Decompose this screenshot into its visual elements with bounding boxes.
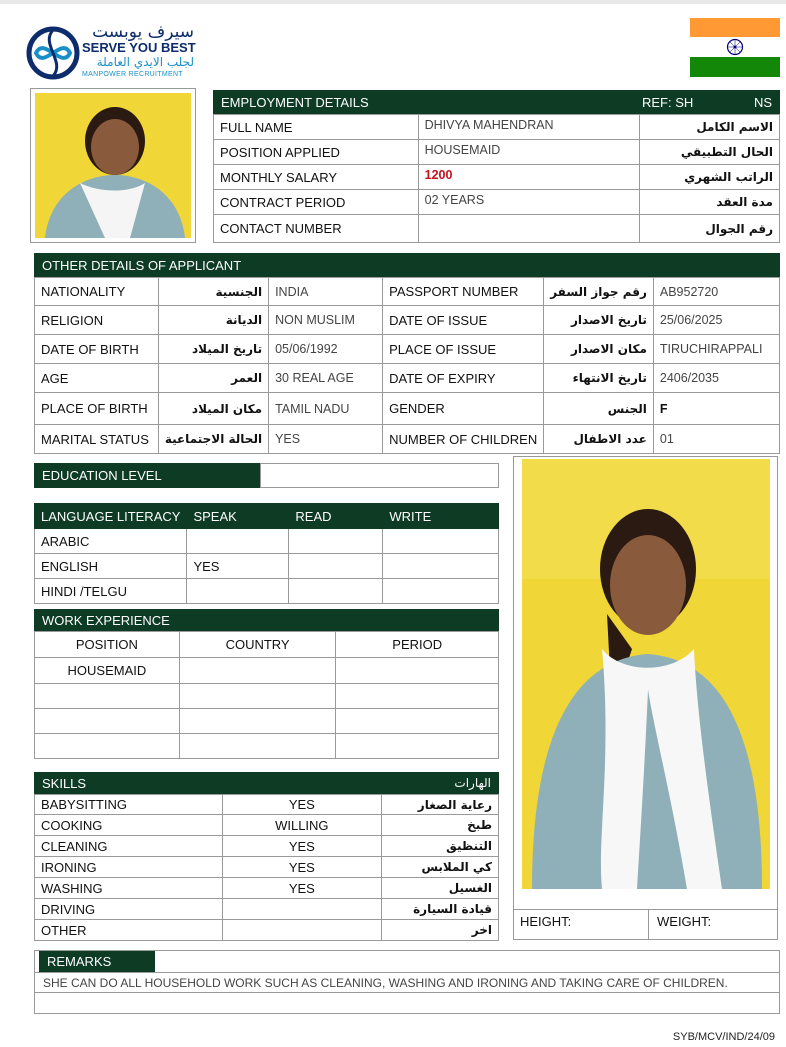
language-table <box>34 503 499 604</box>
work-country <box>179 709 336 734</box>
passport-number-value: AB952720 <box>653 278 779 306</box>
passport-number-label: PASSPORT NUMBER <box>383 278 544 306</box>
logo-tagline: MANPOWER RECRUITMENT <box>82 71 183 78</box>
age-value: 30 REAL AGE <box>269 364 383 393</box>
speak-col-header: SPEAK <box>187 504 289 529</box>
full-name-arabic: الاسم الكامل <box>640 115 780 140</box>
weight-cell <box>649 910 777 939</box>
employment-table <box>213 114 780 243</box>
skills-header <box>34 772 499 794</box>
other-details-title: OTHER DETAILS OF APPLICANT <box>42 257 242 273</box>
skill-name: CLEANING <box>35 836 223 857</box>
full-name-value: DHIVYA MAHENDRAN <box>418 115 640 140</box>
skill-row <box>35 815 499 836</box>
company-logo <box>26 22 196 84</box>
contact-number-value <box>418 215 640 243</box>
skill-level <box>222 899 382 920</box>
contract-period-arabic: مدة العقد <box>640 190 780 215</box>
nationality-arabic: الجنسية <box>158 278 268 306</box>
education-title: EDUCATION LEVEL <box>42 468 162 483</box>
position-applied-arabic: الحال التطبيقي <box>640 140 780 165</box>
logo-arabic-tagline: لجلب الايدي العاملة <box>96 55 194 69</box>
work-experience-header <box>34 609 499 631</box>
gender-label: GENDER <box>383 393 544 425</box>
skill-arabic: رعاية الصغار <box>382 795 499 815</box>
employment-header <box>213 90 780 114</box>
place-of-issue-arabic: مكان الاصدار <box>544 335 654 364</box>
date-of-birth-label: DATE OF BIRTH <box>35 335 159 364</box>
skill-row <box>35 795 499 815</box>
nationality-label: NATIONALITY <box>35 278 159 306</box>
skill-name: BABYSITTING <box>35 795 223 815</box>
skill-arabic: اخر <box>382 920 499 941</box>
language-write <box>383 529 499 554</box>
marital-status-arabic: الحالة الاجتماعية <box>158 425 268 454</box>
work-position: HOUSEMAID <box>35 658 180 684</box>
work-header-row <box>35 632 499 658</box>
other-details-row <box>35 335 780 364</box>
language-name: ARABIC <box>35 529 187 554</box>
work-position <box>35 684 180 709</box>
monthly-salary-value: 1200 <box>418 165 640 190</box>
applicant-photo-small-frame <box>30 88 196 243</box>
language-speak: YES <box>187 554 289 579</box>
remarks-text: SHE CAN DO ALL HOUSEHOLD WORK SUCH AS CLEANING, WASHING AND IRONING AND TAKING CARE OF CHILDREN. <box>35 972 779 993</box>
education-value <box>260 463 499 488</box>
full-name-label: FULL NAME <box>214 115 419 140</box>
logo-english-name: SERVE YOU BEST <box>82 40 196 55</box>
marital-status-label: MARITAL STATUS <box>35 425 159 454</box>
gender-arabic: الجنس <box>544 393 654 425</box>
skill-level: YES <box>222 795 382 815</box>
remarks-title: REMARKS <box>47 954 112 969</box>
work-country <box>179 658 336 684</box>
work-row <box>35 658 499 684</box>
other-details-row <box>35 425 780 454</box>
ref-label: REF: SH <box>642 94 694 110</box>
skills-title: SKILLS <box>42 775 87 791</box>
skill-row <box>35 857 499 878</box>
employment-row <box>214 215 780 243</box>
work-period <box>336 709 499 734</box>
number-of-children-arabic: عدد الاطفال <box>544 425 654 454</box>
skill-name: WASHING <box>35 878 223 899</box>
date-of-expiry-label: DATE OF EXPIRY <box>383 364 544 393</box>
contact-number-label: CONTACT NUMBER <box>214 215 419 243</box>
other-details-row <box>35 306 780 335</box>
work-position <box>35 734 180 759</box>
language-header-row <box>35 504 499 529</box>
india-flag <box>690 18 780 77</box>
language-col-header: LANGUAGE LITERACY <box>35 504 187 529</box>
language-name: ENGLISH <box>35 554 187 579</box>
ref-suffix: NS <box>753 94 772 110</box>
passport-number-arabic: رقم جواز السفر <box>544 278 654 306</box>
position-applied-value: HOUSEMAID <box>418 140 640 165</box>
number-of-children-label: NUMBER OF CHILDREN <box>383 425 544 454</box>
skill-name: COOKING <box>35 815 223 836</box>
nationality-value: INDIA <box>269 278 383 306</box>
date-of-birth-arabic: تاريخ الميلاد <box>158 335 268 364</box>
language-row <box>35 579 499 604</box>
country-col-header: COUNTRY <box>179 632 336 658</box>
infinity-logo-icon <box>26 24 80 82</box>
date-of-birth-value: 05/06/1992 <box>269 335 383 364</box>
language-read <box>289 554 383 579</box>
language-write <box>383 554 499 579</box>
remarks-header <box>39 951 155 972</box>
skill-row <box>35 920 499 941</box>
language-speak <box>187 579 289 604</box>
education-header <box>34 463 260 488</box>
footer-code: SYB/MCV/IND/24/09 <box>672 1031 775 1043</box>
contact-number-arabic: رقم الجوال <box>640 215 780 243</box>
skill-level: YES <box>222 857 382 878</box>
other-details-row <box>35 364 780 393</box>
skill-level <box>222 920 382 941</box>
age-arabic: العمر <box>158 364 268 393</box>
height-label: HEIGHT: <box>520 914 572 929</box>
work-period <box>336 734 499 759</box>
skill-name: OTHER <box>35 920 223 941</box>
work-position <box>35 709 180 734</box>
work-experience-title: WORK EXPERIENCE <box>42 612 170 628</box>
skill-arabic: قيادة السيارة <box>382 899 499 920</box>
place-of-birth-value: TAMIL NADU <box>269 393 383 425</box>
employment-row <box>214 115 780 140</box>
date-of-expiry-value: 2406/2035 <box>653 364 779 393</box>
employment-row <box>214 165 780 190</box>
gender-value: F <box>653 393 779 425</box>
skill-arabic: التنظيق <box>382 836 499 857</box>
monthly-salary-label: MONTHLY SALARY <box>214 165 419 190</box>
logo-arabic-name: سيرف يوبست <box>92 22 194 42</box>
monthly-salary-arabic: الراتب الشهري <box>640 165 780 190</box>
work-period <box>336 658 499 684</box>
read-col-header: READ <box>289 504 383 529</box>
skill-level: YES <box>222 836 382 857</box>
contract-period-label: CONTRACT PERIOD <box>214 190 419 215</box>
skill-name: DRIVING <box>35 899 223 920</box>
measurements-row <box>514 909 777 939</box>
employment-row <box>214 140 780 165</box>
place-of-birth-label: PLACE OF BIRTH <box>35 393 159 425</box>
place-of-issue-label: PLACE OF ISSUE <box>383 335 544 364</box>
work-country <box>179 734 336 759</box>
skill-level: WILLING <box>222 815 382 836</box>
weight-label: WEIGHT: <box>657 914 712 929</box>
marital-status-value: YES <box>269 425 383 454</box>
skill-arabic: كي الملابس <box>382 857 499 878</box>
religion-label: RELIGION <box>35 306 159 335</box>
skill-row <box>35 878 499 899</box>
work-experience-table <box>34 631 499 759</box>
place-of-birth-arabic: مكان الميلاد <box>158 393 268 425</box>
place-of-issue-value: TIRUCHIRAPPALI <box>653 335 779 364</box>
language-speak <box>187 529 289 554</box>
language-row <box>35 529 499 554</box>
skill-arabic: طبخ <box>382 815 499 836</box>
religion-arabic: الديانة <box>158 306 268 335</box>
number-of-children-value: 01 <box>653 425 779 454</box>
other-details-row <box>35 393 780 425</box>
other-details-table <box>34 277 780 454</box>
ashoka-chakra-icon <box>726 38 744 56</box>
skill-row <box>35 836 499 857</box>
work-row <box>35 684 499 709</box>
work-period <box>336 684 499 709</box>
applicant-photo-large <box>522 459 770 889</box>
other-details-header <box>34 253 780 277</box>
work-row <box>35 709 499 734</box>
language-row <box>35 554 499 579</box>
remarks-section <box>34 950 780 1014</box>
language-write <box>383 579 499 604</box>
date-of-expiry-arabic: تاريخ الانتهاء <box>544 364 654 393</box>
date-of-issue-arabic: تاريخ الاصدار <box>544 306 654 335</box>
skills-table <box>34 794 499 941</box>
employment-title: EMPLOYMENT DETAILS <box>221 94 369 110</box>
position-applied-label: POSITION APPLIED <box>214 140 419 165</box>
top-bar <box>0 0 786 4</box>
position-col-header: POSITION <box>35 632 180 658</box>
skills-title-arabic: الهارات <box>454 776 491 790</box>
language-read <box>289 529 383 554</box>
work-row <box>35 734 499 759</box>
religion-value: NON MUSLIM <box>269 306 383 335</box>
skill-name: IRONING <box>35 857 223 878</box>
employment-row <box>214 190 780 215</box>
age-label: AGE <box>35 364 159 393</box>
other-details-row <box>35 278 780 306</box>
language-name: HINDI /TELGU <box>35 579 187 604</box>
date-of-issue-label: DATE OF ISSUE <box>383 306 544 335</box>
work-country <box>179 684 336 709</box>
skill-row <box>35 899 499 920</box>
applicant-photo-small <box>35 93 191 238</box>
write-col-header: WRITE <box>383 504 499 529</box>
height-cell <box>514 910 649 939</box>
skill-arabic: الغسيل <box>382 878 499 899</box>
language-read <box>289 579 383 604</box>
date-of-issue-value: 25/06/2025 <box>653 306 779 335</box>
period-col-header: PERIOD <box>336 632 499 658</box>
contract-period-value: 02 YEARS <box>418 190 640 215</box>
skill-level: YES <box>222 878 382 899</box>
applicant-photo-large-frame <box>513 456 778 940</box>
